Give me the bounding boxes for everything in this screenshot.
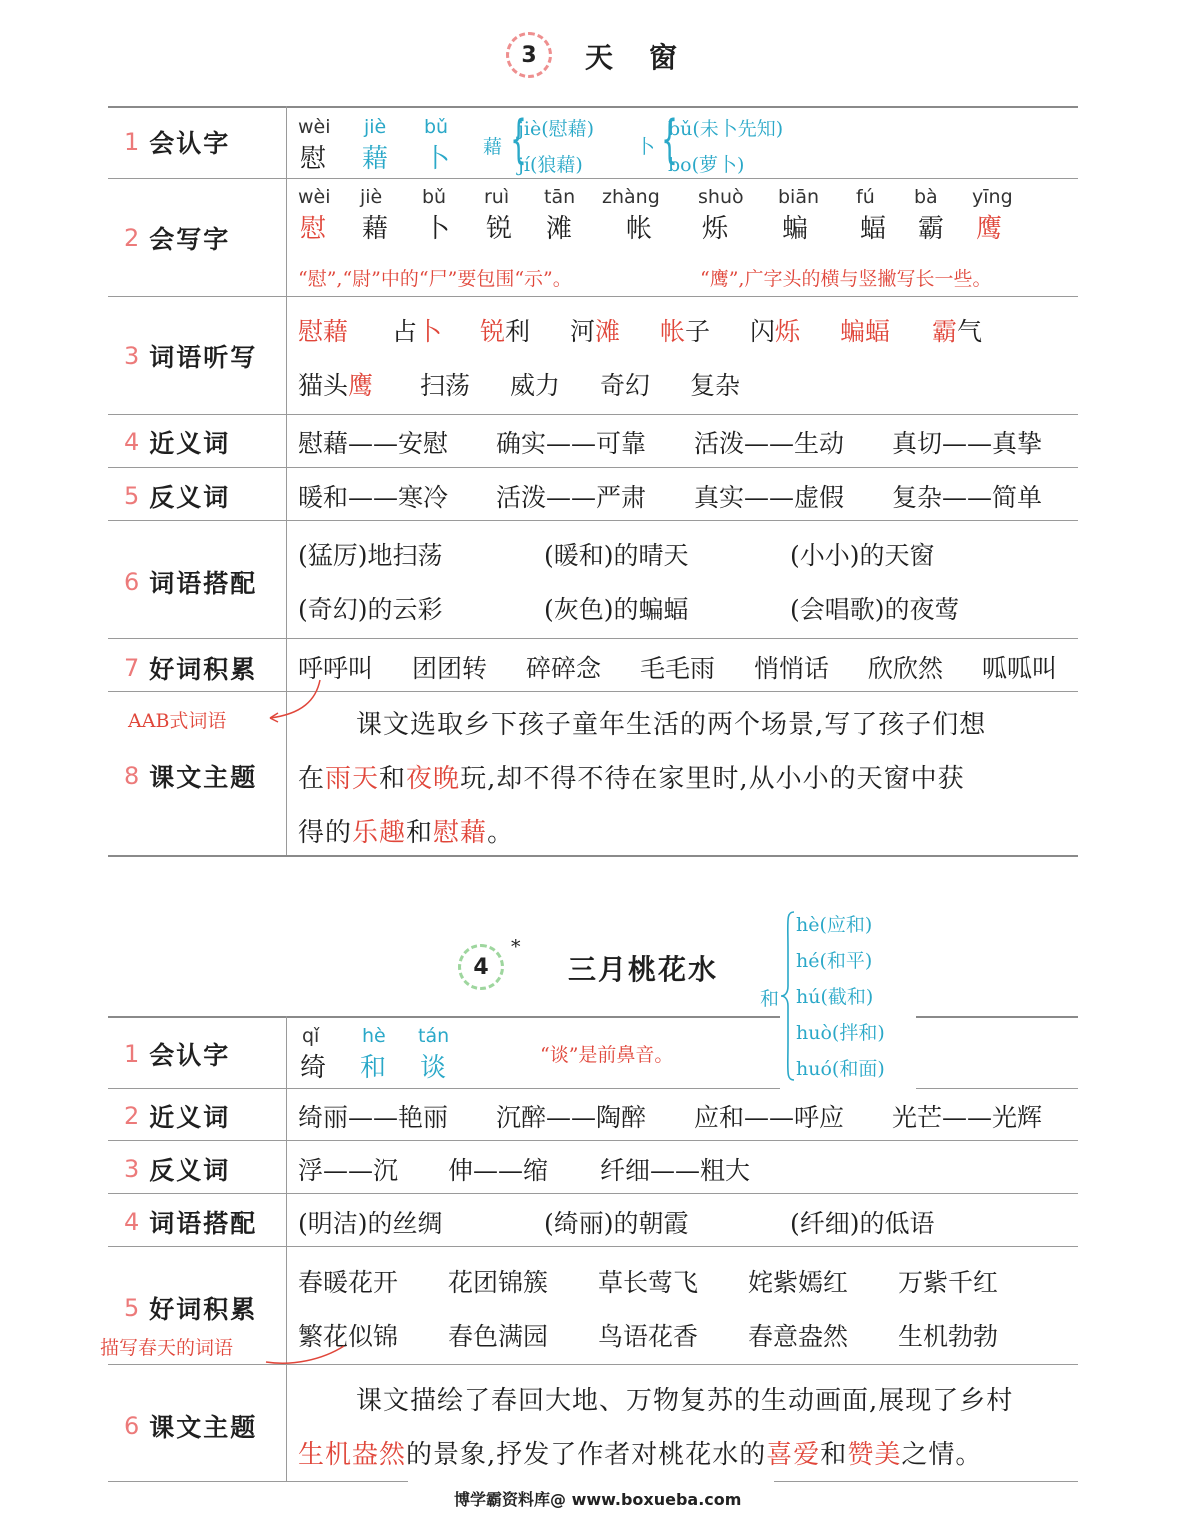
synonym-pair: 活泼——生动	[694, 429, 845, 458]
write-note: “鹰”,广字头的横与竖撇写长一些。	[700, 268, 992, 290]
good-word: 碎碎念	[526, 654, 602, 683]
footer-watermark: 博学霸资料库@ www.boxueba.com	[454, 1490, 742, 1509]
table-top-rule	[108, 106, 1078, 108]
write-char: 藉	[362, 214, 389, 244]
polyphone-char: 和	[760, 988, 780, 1010]
row-rule	[108, 638, 1078, 639]
char: 慰	[300, 144, 327, 174]
write-char: 卜	[424, 214, 451, 244]
theme-line: 得的乐趣和慰藉。	[298, 818, 515, 848]
good-word: 悄悄话	[754, 654, 830, 683]
pinyin: wèi	[298, 116, 331, 138]
antonym-pair: 浮——沉	[298, 1156, 399, 1185]
good-word: 欣欣然	[868, 654, 944, 683]
char: 和	[360, 1053, 387, 1083]
lesson3-row-label: 3 词语听写	[124, 342, 258, 372]
antonym-pair: 纤细——粗大	[600, 1156, 751, 1185]
collocation: (暖和)的晴天	[544, 541, 689, 570]
row-rule	[108, 520, 1078, 521]
good-word: 万紫千红	[898, 1268, 999, 1297]
lesson4-title: 三月桃花水	[568, 953, 719, 986]
lesson3-number: 3	[521, 42, 537, 68]
good-word: 团团转	[412, 654, 488, 683]
theme-line: 课文选取乡下孩子童年生活的两个场景,写了孩子们想	[356, 710, 987, 740]
antonym-pair: 暖和——寒冷	[298, 483, 449, 512]
good-word: 春暖花开	[298, 1268, 399, 1297]
collocation: (灰色)的蝙蝠	[544, 595, 689, 624]
lesson4-row-label: 6 课文主题	[124, 1412, 258, 1442]
lesson4-row-label: 2 近义词	[124, 1102, 231, 1132]
dictation-word: 奇幻	[600, 371, 651, 400]
synonym-pair: 沉醉——陶醉	[496, 1103, 647, 1132]
pinyin: hè	[362, 1025, 386, 1047]
pinyin: bà	[914, 186, 938, 208]
dictation-word: 威力	[510, 371, 561, 400]
polyphone-reading: huò(拌和)	[796, 1022, 885, 1044]
write-note: “慰”,“尉”中的“尸”要包围“示”。	[298, 268, 572, 290]
antonym-pair: 复杂——简单	[892, 483, 1043, 512]
lesson3-row-label: 1 会认字	[124, 128, 231, 158]
collocation: (奇幻)的云彩	[298, 595, 443, 624]
row-rule	[108, 1140, 1078, 1141]
brace-icon: {	[510, 110, 527, 170]
pinyin: zhàng	[602, 186, 660, 208]
row-rule	[108, 1088, 780, 1089]
dictation-word: 蝙蝠	[840, 317, 891, 346]
lesson4-row-label: 3 反义词	[124, 1155, 231, 1185]
dictation-word: 扫荡	[420, 371, 471, 400]
pinyin: yīng	[972, 186, 1013, 208]
pinyin: jiè	[360, 186, 383, 208]
theme-line: 课文描绘了春回大地、万物复苏的生动画面,展现了乡村	[356, 1386, 1014, 1416]
lesson4-row-label: 4 词语搭配	[124, 1208, 258, 1238]
antonym-pair: 活泼——严肃	[496, 483, 647, 512]
polyphone-reading: bǔ(未卜先知)	[668, 118, 784, 140]
polyphone-reading: huó(和面)	[796, 1058, 885, 1080]
pinyin: qǐ	[302, 1025, 320, 1047]
collocation: (绮丽)的朝霞	[544, 1209, 689, 1238]
row-rule	[108, 1246, 1078, 1247]
table-column-rule	[286, 1016, 287, 1482]
lesson3-row-label: 5 反义词	[124, 482, 231, 512]
brace-icon	[780, 910, 796, 1082]
pinyin: jiè	[364, 116, 387, 138]
annotation-arrow-icon	[262, 676, 332, 726]
char: 卜	[424, 144, 451, 174]
pinyin: tán	[418, 1025, 450, 1047]
lesson3-row-label: 8 课文主题	[124, 762, 258, 792]
write-char: 蝠	[860, 214, 887, 244]
good-word: 春色满园	[448, 1322, 549, 1351]
theme-line: 在雨天和夜晚玩,却不得不待在家里时,从小小的天窗中获	[298, 764, 965, 794]
good-word: 花团锦簇	[448, 1268, 549, 1297]
dictation-word: 慰藉	[298, 317, 349, 346]
lesson4-number-badge	[458, 944, 504, 990]
polyphone-reading: bo(萝卜)	[668, 154, 745, 176]
lesson4-number: 4	[473, 954, 489, 980]
row-rule	[108, 467, 1078, 468]
polyphone-reading: hé(和平)	[796, 950, 873, 972]
good-words-note: 描写春天的词语	[100, 1337, 234, 1359]
pinyin: bǔ	[424, 116, 449, 138]
dictation-word: 复杂	[690, 371, 741, 400]
row-rule	[108, 296, 1078, 297]
pinyin: bǔ	[422, 186, 447, 208]
row-rule	[108, 1193, 1078, 1194]
lesson3-title: 天 窗	[585, 41, 682, 74]
pinyin: ruì	[484, 186, 510, 208]
write-char: 烁	[702, 214, 729, 244]
annotation-arrow-icon	[262, 1340, 352, 1370]
collocation: (猛厉)地扫荡	[298, 541, 443, 570]
write-char: 霸	[918, 214, 945, 244]
write-char: 锐	[486, 214, 513, 244]
good-word: 姹紫嫣红	[748, 1268, 849, 1297]
good-word: 毛毛雨	[640, 654, 716, 683]
pinyin: wèi	[298, 186, 331, 208]
write-char: 蝙	[782, 214, 809, 244]
row-rule	[108, 1364, 1078, 1365]
write-char: 慰	[300, 214, 327, 244]
synonym-pair: 应和——呼应	[694, 1103, 845, 1132]
brace-icon: {	[661, 110, 678, 170]
collocation: (会唱歌)的夜莺	[790, 595, 960, 624]
polyphone-reading: hú(截和)	[796, 986, 874, 1008]
synonym-pair: 真切——真挚	[892, 429, 1043, 458]
lesson3-row-label: 4 近义词	[124, 428, 231, 458]
theme-line: 生机盎然的景象,抒发了作者对桃花水的喜爱和赞美之情。	[298, 1440, 983, 1470]
table-bottom-rule	[774, 1481, 1078, 1482]
lesson3-number-badge	[506, 32, 552, 78]
lesson4-row-label: 5 好词积累	[124, 1294, 258, 1324]
synonym-pair: 确实——可靠	[496, 429, 647, 458]
good-word: 呼呼叫	[298, 654, 374, 683]
write-char: 鹰	[976, 214, 1003, 244]
char: 绮	[300, 1053, 327, 1083]
char: 藉	[362, 144, 389, 174]
polyphone-reading: hè(应和)	[796, 914, 873, 936]
polyphone-reading: jiè(慰藉)	[518, 118, 595, 140]
good-word: 生机勃勃	[898, 1322, 999, 1351]
char: 谈	[420, 1053, 447, 1083]
synonym-pair: 慰藉——安慰	[298, 429, 449, 458]
collocation: (纤细)的低语	[790, 1209, 935, 1238]
write-char: 滩	[546, 214, 573, 244]
table-bottom-rule	[108, 1481, 408, 1482]
polyphone-char: 卜	[636, 136, 656, 158]
table-bottom-rule	[108, 855, 1078, 857]
table-top-rule	[108, 1016, 780, 1018]
good-word: 鸟语花香	[598, 1322, 699, 1351]
recognize-note: “谈”是前鼻音。	[540, 1044, 674, 1066]
table-column-rule	[286, 106, 287, 856]
good-words-note: AAB式词语	[128, 710, 227, 732]
pinyin: shuò	[698, 186, 744, 208]
collocation: (明洁)的丝绸	[298, 1209, 443, 1238]
collocation: (小小)的天窗	[790, 541, 935, 570]
antonym-pair: 真实——虚假	[694, 483, 845, 512]
optional-star: *	[511, 936, 521, 958]
table-top-rule	[916, 1016, 1078, 1018]
good-word: 呱呱叫	[982, 654, 1058, 683]
write-char: 帐	[626, 214, 653, 244]
lesson3-row-label: 7 好词积累	[124, 654, 258, 684]
polyphone-char: 藉	[483, 136, 503, 158]
row-rule	[108, 414, 1078, 415]
lesson4-row-label: 1 会认字	[124, 1040, 231, 1070]
row-rule	[108, 691, 1078, 692]
row-rule	[108, 178, 1078, 179]
good-word: 草长莺飞	[598, 1268, 699, 1297]
pinyin: fú	[856, 186, 875, 208]
lesson3-row-label: 2 会写字	[124, 224, 231, 254]
good-word: 春意盎然	[748, 1322, 849, 1351]
pinyin: tān	[544, 186, 576, 208]
row-rule	[916, 1088, 1078, 1089]
polyphone-reading: jí(狼藉)	[518, 154, 583, 176]
pinyin: biān	[778, 186, 820, 208]
synonym-pair: 光芒——光辉	[892, 1103, 1043, 1132]
antonym-pair: 伸——缩	[448, 1156, 549, 1185]
synonym-pair: 绮丽——艳丽	[298, 1103, 449, 1132]
lesson3-row-label: 6 词语搭配	[124, 568, 258, 598]
good-word: 繁花似锦	[298, 1322, 399, 1351]
